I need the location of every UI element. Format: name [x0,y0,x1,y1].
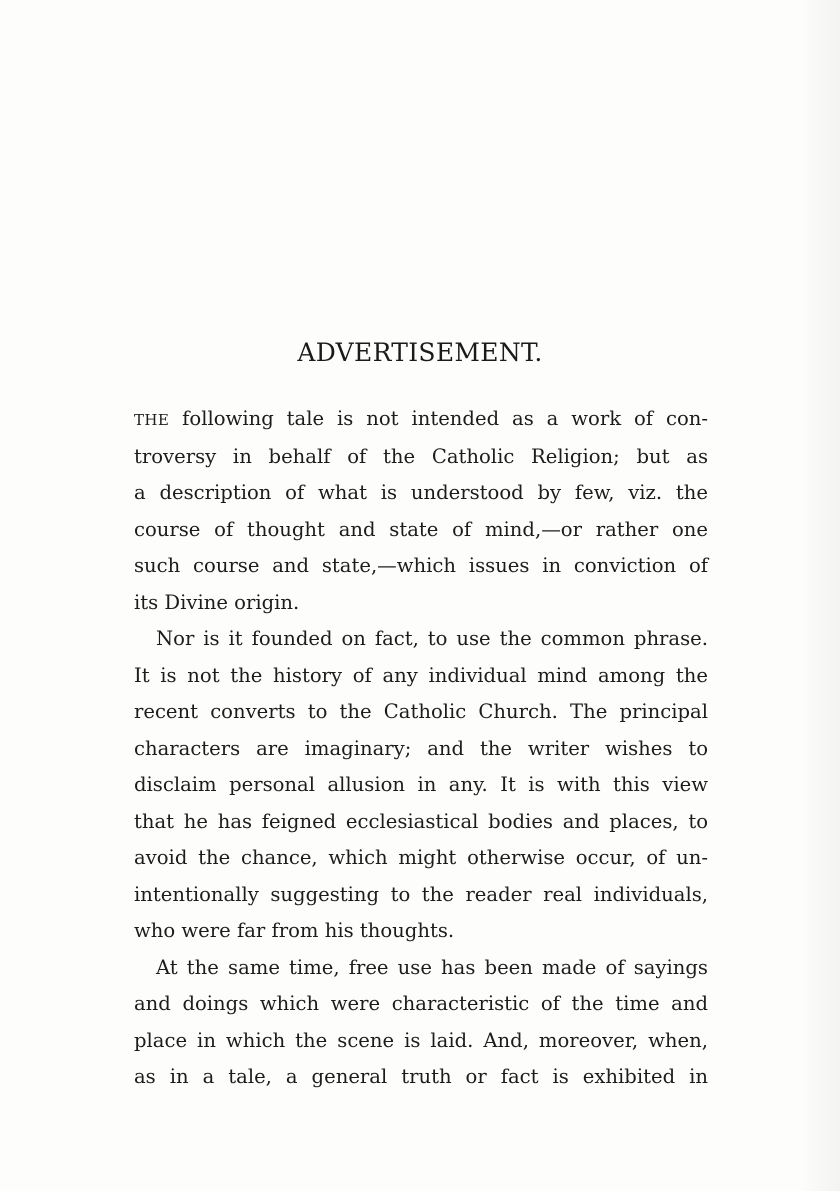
text-line: It is not the history of any individual mind among the [134,663,708,687]
text-line: place in which the scene is laid. And, moreover, when, [134,1028,708,1052]
text-line: course of thought and state of mind,—or rather one [134,517,708,541]
text-line: At the same time, free use has been made of sayings [156,955,708,979]
text-line: characters are imaginary; and the writer wishes to [134,736,708,760]
text-line: avoid the chance, which might otherwise occur, of un- [134,846,708,869]
text-line: Nor is it founded on fact, to use the common phrase. [156,627,708,650]
text-line: such course and state,—which issues in conviction of [134,554,708,577]
text-line: a description of what is understood by few, viz. the [134,481,708,504]
text-line: disclaim personal allusion in any. It is with this view [134,773,708,796]
text-line: who were far from his thoughts. [134,919,455,942]
paragraph-1 [134,401,708,621]
text-line: intentionally suggesting to the reader real individuals, [134,882,708,906]
text-line: that he has feigned ecclesiastical bodies and places, to [134,809,708,833]
paragraph-3 [134,950,708,1096]
text-line: THE following tale is not intended as a work of con- [134,407,708,430]
text-line: as in a tale, a general truth or fact is exhibited in [134,1065,708,1088]
text-line: its Divine origin. [134,590,300,614]
text-line: recent converts to the Catholic Church. The principal [134,700,708,723]
body-text [134,401,708,1096]
page-heading: ADVERTISEMENT. [297,338,543,367]
small-caps-lead: THE [134,411,170,429]
text-line: troversy in behalf of the Catholic Religion; but as [134,444,708,468]
text-line: and doings which were characteristic of the time and [134,992,708,1015]
paragraph-2 [134,621,708,950]
